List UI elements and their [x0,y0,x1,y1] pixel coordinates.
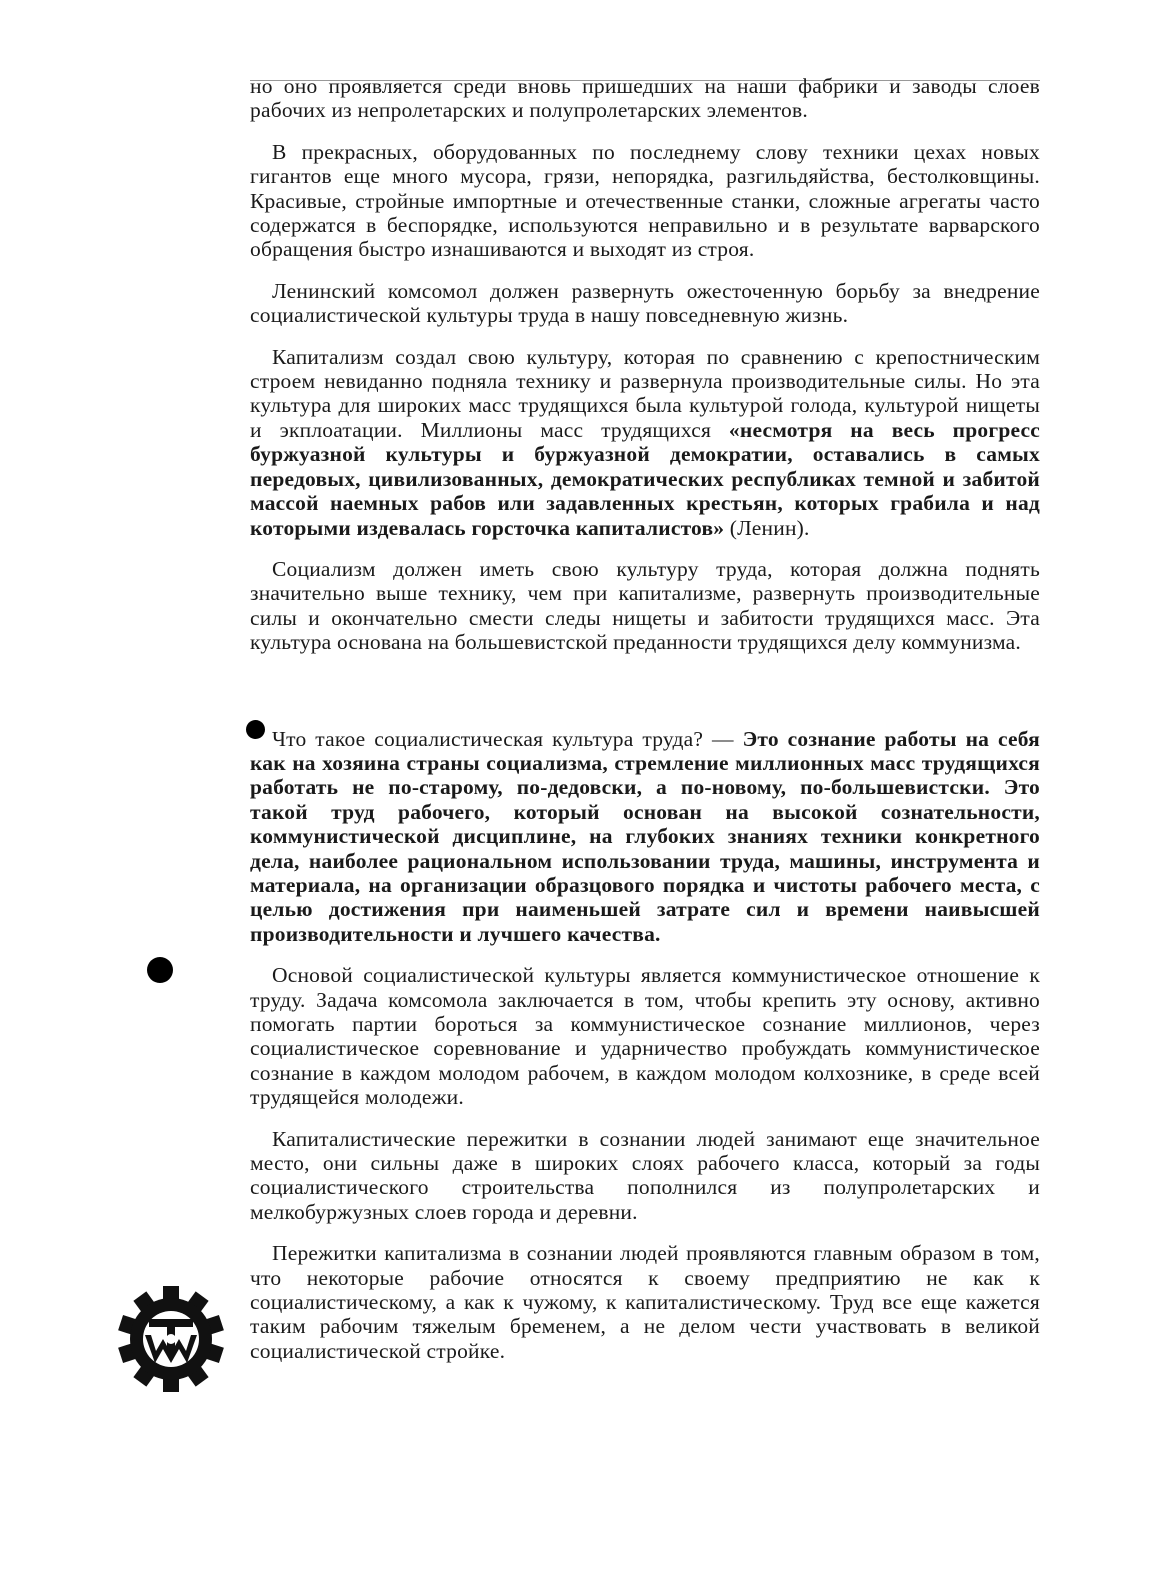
paragraph-capitalism-culture [250,345,1040,540]
definition-answer: Это сознание работы на себя как на хозяина страны социализма, стремление миллионных масс трудящихся работать не по-старому, по-дедовски, а по-новому, по-большевистски. Это такой труд рабочего, который основан на высокой сознательности, коммунистической дисциплине, на глубоких знаниях техники конкретного дела, наиболее рациональном использовании труда, машины, инструмента и материала, на организации образцового порядка и чистоты рабочего места, с целью достижения при наименьшей затрате сил и времени наивысшей производительности и лучшего качества. [250,726,1041,946]
definition-question: Что такое социалистическая культура труда? — [272,726,743,751]
paragraph-capitalist-remnants: Капиталистические пережитки в сознании людей занимают еще значительное место, они сильны даже в широких слоях рабочего класса, который за годы социалистического строительства пополнился из полупролетарских и мелкобуржузных слоев города и деревни. [250,1126,1040,1224]
capitalism-text: Капитализм создал свою культуру, которая по сравнению с крепостническим строем невиданно подняла технику и развернула производительные силы. Но эта культура для широких масс трудящихся была культурой голода, культурой нищеты и экплоатации. Миллионы масс трудящихся [250,344,1040,442]
paragraph-remnants-manifestation: Пережитки капитализма в сознании людей проявляются главным образом в том, что некоторые рабочие относятся к своему предприятию не как к социалистическому, а как к чужому, к капиталистическому. Труд все еще кажется таким рабочим тяжелым бременем, а не делом чести участвовать в великой социалистической стройке. [250,1241,1040,1363]
paragraph-workshop-disorder: В прекрасных, оборудованных по последнему слову техники цехах новых гигантов еще много мусора, грязи, непорядка, разгильдяйства, бестолковщины. Красивые, стройные импортные и отечественные станки, сложные агрегаты часто содержатся в беспорядке, используются неправильно и в результате варварского обращения быстро изнашиваются и выходят из строя. [250,139,1040,262]
paragraph-komsomol-struggle: Ленинский комсомол должен развернуть ожесточенную борьбу за внедрение социалистической культуры труда в нашу повседневную жизнь. [250,278,1040,328]
lenin-attribution: (Ленин). [724,515,810,540]
paragraph-continuation: но оно проявляется среди вновь пришедших на наши фабрики и заводы слоев рабочих из непролетарских и полупролетарских элементов. [250,74,1040,123]
paragraph-communist-attitude: Основой социалистической культуры является коммунистическое отношение к труду. Задача комсомола заключается в том, чтобы крепить эту основу, активно помогать партии бороться за коммунистическое сознание миллионов, через социалистическое соревнование и ударничество пробуждать коммунистическое сознание в каждом молодом рабочем, в каждом молодом колхознике, в среде всей трудящейся молодежи. [250,963,1040,1110]
text-column [250,74,1040,1380]
gear-emblem-icon [118,1286,224,1392]
punch-hole-mark [147,957,173,983]
paragraph-definition [250,727,1040,947]
lenin-quote: «несмотря на весь прогресс буржуазной культуры и буржуазной демократии, оставались в самых передовых, цивилизованных, демократических республиках темной и забитой массой наемных рабов или задавленных крестьян, которых грабила и над которыми издевалась горсточка капиталистов» [250,417,1040,540]
punch-hole-mark [246,720,265,739]
paragraph-socialism-culture: Социализм должен иметь свою культуру труда, которая должна поднять значительно выше технику, чем при капитализме, развернуть производительные силы и окончательно смести следы нищеты и забитости трудящихся масс. Эта культура основана на большевистской преданности трудящихся делу коммунизма. [250,556,1040,655]
